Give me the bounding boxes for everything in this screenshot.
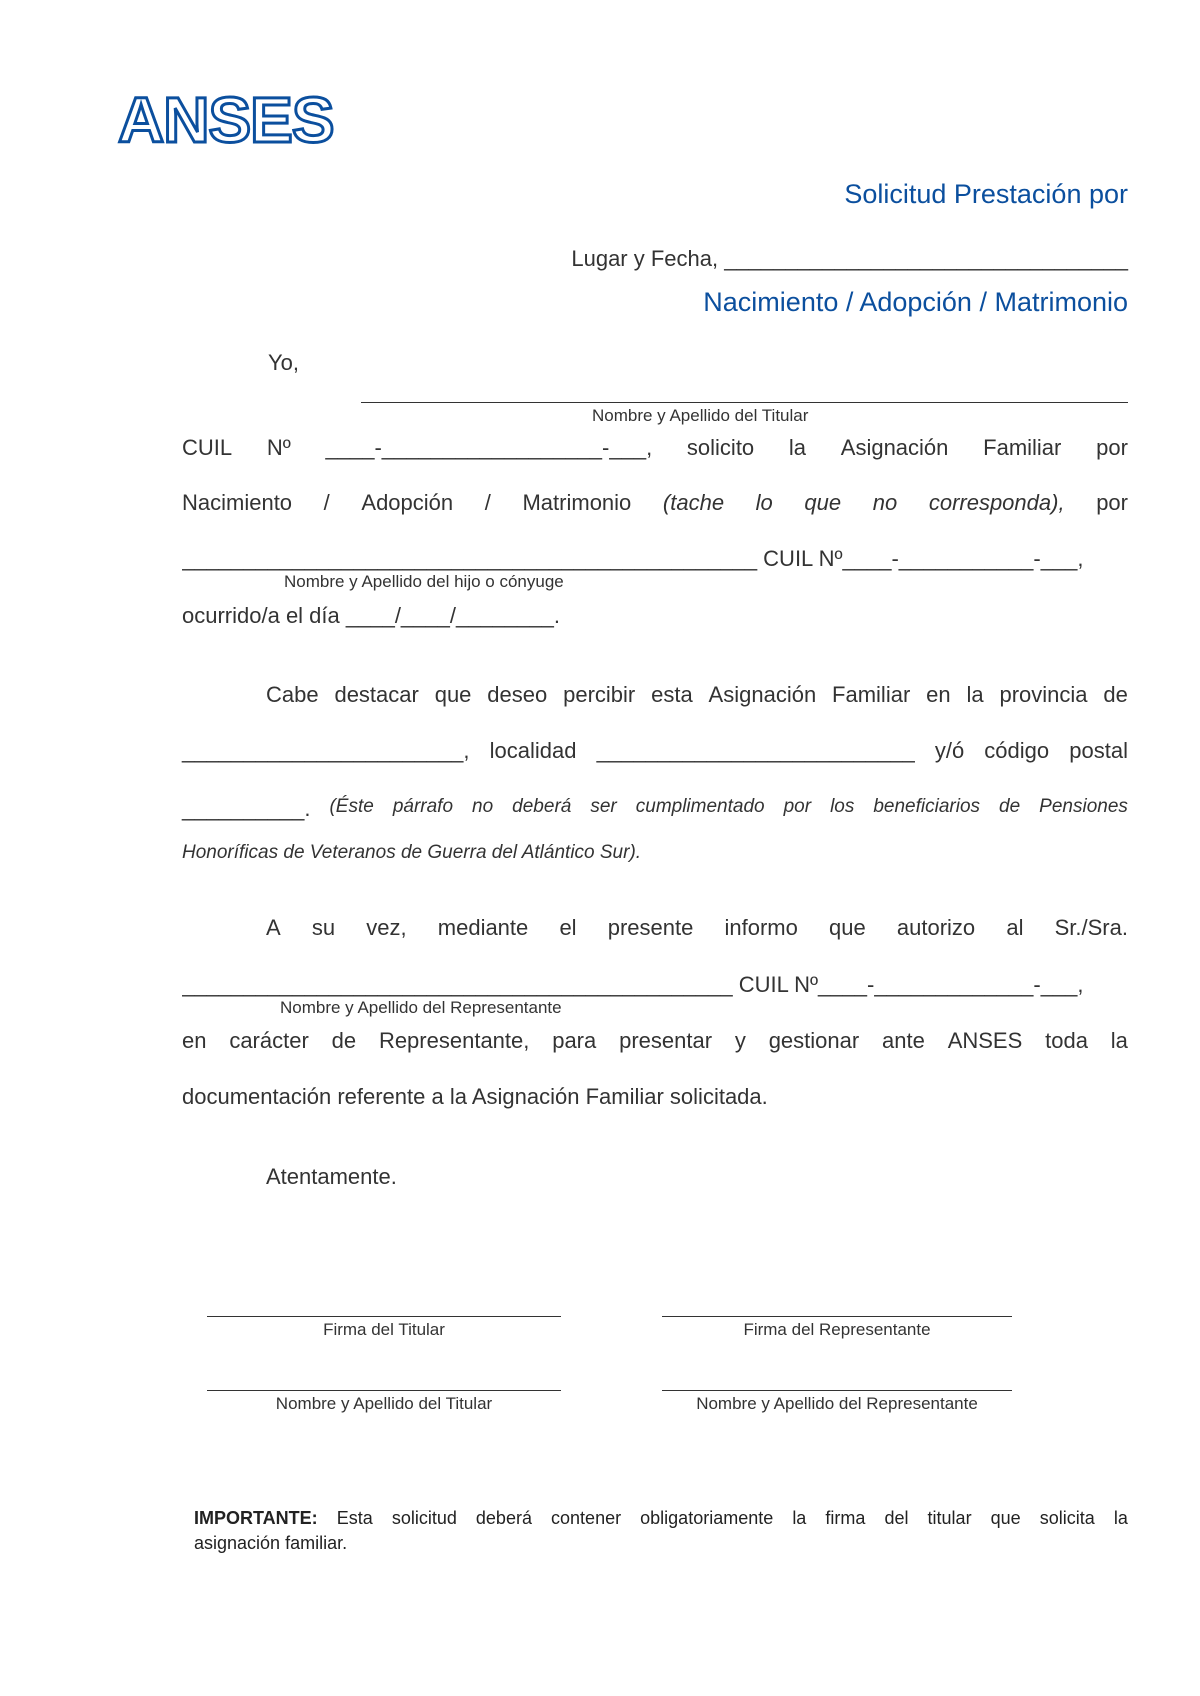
ocurrido-line: ocurrido/a el día ____/____/________. — [182, 603, 560, 628]
note-line-2: Honoríficas de Veteranos de Guerra del Atlántico Sur). — [182, 842, 642, 863]
word: mediante — [437, 915, 529, 940]
word: Representante, — [378, 1028, 530, 1053]
word: presente — [607, 915, 694, 940]
word: percibir — [563, 682, 636, 707]
word: de — [331, 1028, 357, 1053]
codigo-postal-blank: __________. — [182, 796, 311, 821]
word: párrafo — [392, 796, 454, 817]
word: la — [1110, 1028, 1128, 1053]
word: contener — [551, 1508, 622, 1528]
word: / — [484, 490, 491, 515]
word: A — [266, 915, 281, 940]
word: su — [311, 915, 336, 940]
word: ante — [882, 1028, 925, 1053]
word: esta — [651, 682, 693, 707]
word: solicitud — [391, 1508, 457, 1528]
nacimiento-line — [182, 490, 1128, 516]
word: la — [788, 435, 807, 460]
representante-line: _____________________________________________ CUIL Nº____-_____________-___, — [182, 972, 1084, 997]
word: solicito — [686, 435, 755, 460]
word: (tache — [662, 490, 725, 515]
nombre-titular-caption: Nombre y Apellido del Titular — [275, 1394, 493, 1413]
caracter-line — [182, 1028, 1128, 1054]
word: solicita — [1039, 1508, 1095, 1528]
firma-representante-caption: Firma del Representante — [743, 1320, 931, 1339]
word: postal — [1069, 738, 1128, 763]
important-line-1 — [194, 1508, 1128, 1529]
important-line-2: asignación familiar. — [194, 1533, 348, 1553]
word: Asignación — [708, 682, 817, 707]
word: carácter — [229, 1028, 309, 1053]
word: provincia — [999, 682, 1088, 707]
word: (Éste — [329, 796, 374, 817]
firma-titular-line — [207, 1316, 561, 1317]
word: obligatoriamente — [640, 1508, 774, 1528]
word: y — [734, 1028, 746, 1053]
word: Adopción — [361, 490, 454, 515]
word: Familiar — [832, 682, 911, 707]
word: código — [984, 738, 1050, 763]
word: localidad — [489, 738, 577, 763]
word: al — [1006, 915, 1024, 940]
word: deberá — [475, 1508, 532, 1528]
provincia-line — [182, 738, 1128, 764]
word: que — [829, 915, 866, 940]
anses-logo: ANSES — [118, 84, 334, 156]
nombre-representante-caption: Nombre y Apellido del Representante — [696, 1394, 978, 1413]
word: por — [1096, 490, 1128, 515]
cuil-line — [182, 435, 1128, 461]
word: el — [559, 915, 577, 940]
word: que — [804, 490, 842, 515]
hijo-line: _______________________________________________ CUIL Nº____-___________-___, — [182, 546, 1084, 571]
word: que — [434, 682, 472, 707]
lugar-fecha: Lugar y Fecha, _________________________________ — [571, 246, 1128, 271]
word: Sr./Sra. — [1054, 915, 1128, 940]
word: que — [990, 1508, 1021, 1528]
word: ANSES — [947, 1028, 1023, 1053]
nombre-representante-line — [662, 1390, 1012, 1391]
caption-hijo: Nombre y Apellido del hijo o cónyuge — [284, 572, 564, 591]
word: Nº — [266, 435, 291, 460]
word: de — [1103, 682, 1128, 707]
word: no — [872, 490, 898, 515]
word: beneficiarios — [873, 796, 981, 817]
word: la — [966, 682, 984, 707]
title-line-2: Nacimiento / Adopción / Matrimonio — [703, 287, 1128, 317]
word: y/ó — [934, 738, 965, 763]
word: Matrimonio — [522, 490, 632, 515]
nombre-titular-line — [207, 1390, 561, 1391]
note-line-1 — [182, 796, 1128, 822]
word: Asignación — [840, 435, 949, 460]
word: por — [1096, 435, 1128, 460]
word: gestionar — [768, 1028, 860, 1053]
word: CUIL — [182, 435, 233, 460]
word: Pensiones — [1039, 796, 1128, 817]
cuil-blank: ____-__________________-___, — [325, 435, 653, 460]
word: toda — [1045, 1028, 1088, 1053]
word: vez, — [366, 915, 407, 940]
word: de — [999, 796, 1021, 817]
atentamente: Atentamente. — [266, 1164, 397, 1189]
provincia-blank: _______________________, — [182, 738, 470, 763]
firma-representante-line — [662, 1316, 1012, 1317]
caption-representante: Nombre y Apellido del Representante — [280, 998, 562, 1017]
yo-label: Yo, — [268, 350, 300, 375]
word: autorizo — [896, 915, 976, 940]
word: Nacimiento — [182, 490, 293, 515]
firma-titular-caption: Firma del Titular — [323, 1320, 445, 1339]
word: informo — [724, 915, 798, 940]
word: destacar — [334, 682, 419, 707]
word: corresponda), — [928, 490, 1065, 515]
document-title — [703, 104, 1128, 356]
word: en — [926, 682, 951, 707]
word: del — [884, 1508, 909, 1528]
word: la — [792, 1508, 807, 1528]
word: ser — [590, 796, 617, 817]
word: los — [830, 796, 855, 817]
word: Esta — [336, 1508, 373, 1528]
titular-name-line — [361, 402, 1128, 403]
word: cumplimentado — [635, 796, 765, 817]
localidad-blank: __________________________ — [596, 738, 915, 763]
avez-line — [266, 915, 1128, 941]
word: en — [182, 1028, 207, 1053]
word: deberá — [512, 796, 572, 817]
documentacion-line: documentación referente a la Asignación Familiar solicitada. — [182, 1084, 768, 1109]
word: firma — [825, 1508, 866, 1528]
word: por — [783, 796, 812, 817]
word: deseo — [487, 682, 548, 707]
cabe-line — [266, 682, 1128, 708]
word: la — [1113, 1508, 1128, 1528]
caption-titular: Nombre y Apellido del Titular — [592, 406, 809, 425]
word: presentar — [619, 1028, 713, 1053]
word: / — [323, 490, 330, 515]
word: Cabe — [266, 682, 319, 707]
word: para — [552, 1028, 597, 1053]
important-label: IMPORTANTE: — [194, 1508, 318, 1528]
word: lo — [755, 490, 773, 515]
title-line-1: Solicitud Prestación por — [844, 179, 1128, 209]
word: Familiar — [983, 435, 1062, 460]
word: no — [472, 796, 494, 817]
word: titular — [927, 1508, 972, 1528]
